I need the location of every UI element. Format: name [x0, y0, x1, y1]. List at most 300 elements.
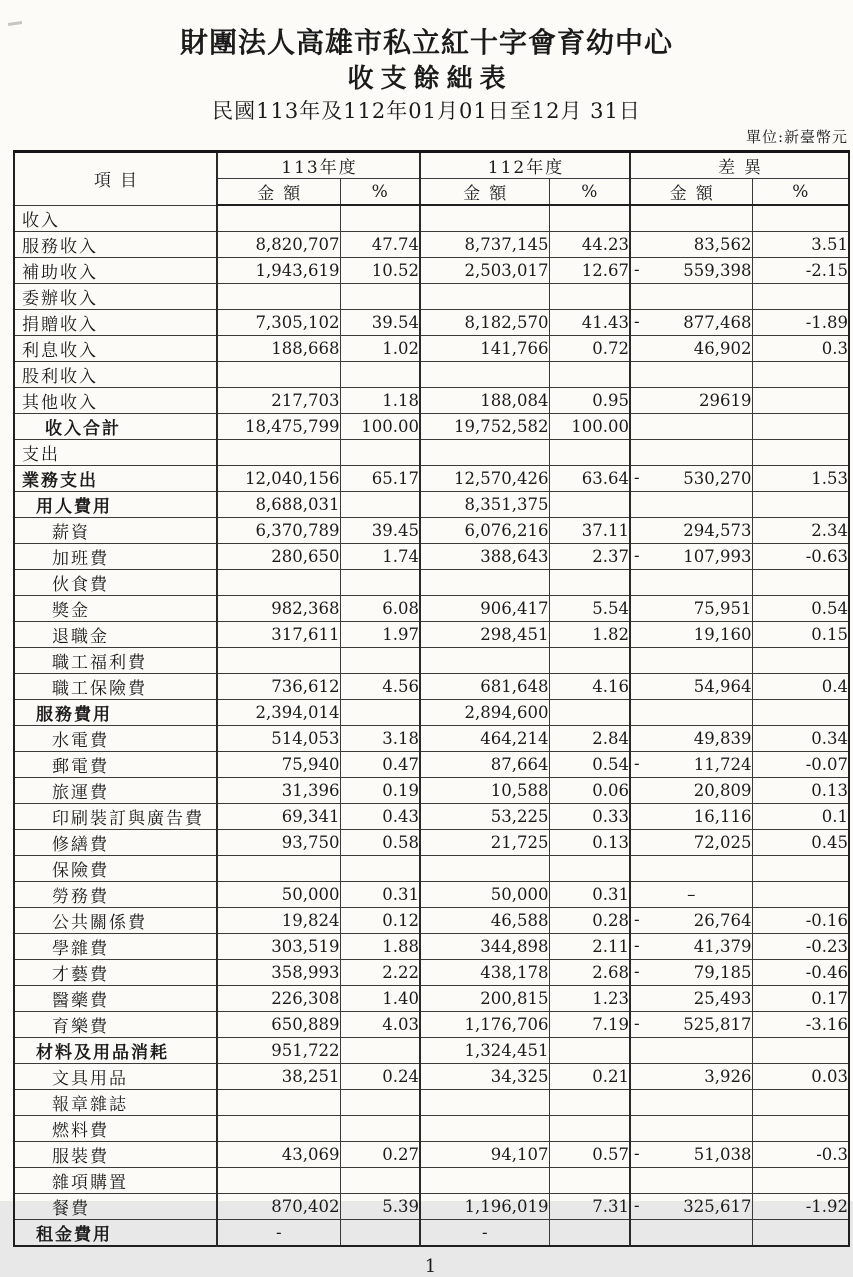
item-label: 報章雜誌 — [52, 1094, 128, 1115]
amount-112-cell — [420, 283, 549, 309]
pct-113-cell: 4.03 — [340, 1011, 420, 1037]
pct-112-cell: 2.68 — [549, 959, 630, 985]
item-label: 醫藥費 — [52, 990, 109, 1011]
amount-112-cell: 2,894,600 — [420, 699, 549, 725]
diff-amount-value: 29619 — [699, 390, 752, 410]
item-label: 修繕費 — [52, 834, 109, 855]
pct-113-cell — [340, 205, 420, 231]
amount-112-cell — [420, 855, 549, 881]
diff-pct-cell: -1.89 — [752, 309, 849, 335]
diff-amount-cell — [630, 751, 752, 777]
item-cell — [14, 985, 217, 1011]
report-title: 收支餘絀表 — [347, 64, 513, 94]
item-label: 服裝費 — [52, 1146, 109, 1167]
amount-113-cell: 8,820,707 — [217, 231, 340, 257]
diff-amount-cell — [630, 647, 752, 673]
table-row — [14, 413, 849, 439]
item-cell — [14, 283, 217, 309]
amount-112-cell: 6,076,216 — [420, 517, 549, 543]
item-label: 材料及用品消耗 — [36, 1042, 169, 1063]
diff-amount-cell — [630, 517, 752, 543]
diff-pct-cell: 0.34 — [752, 725, 849, 751]
org-title: 財團法人高雄市私立紅十字會育幼中心 — [179, 26, 673, 59]
amount-112-cell: 188,084 — [420, 387, 549, 413]
item-cell — [14, 413, 217, 439]
pct-113-cell: 0.19 — [340, 777, 420, 803]
amount-112-cell: 21,725 — [420, 829, 549, 855]
diff-amount-cell — [630, 1167, 752, 1193]
pct-112-cell: 0.95 — [549, 387, 630, 413]
item-cell — [14, 855, 217, 881]
amount-113-cell: 12,040,156 — [217, 465, 340, 491]
amount-113-cell: 951,722 — [217, 1037, 340, 1063]
diff-amount-value: 107,993 — [683, 546, 752, 566]
table-row — [14, 933, 849, 959]
item-cell — [14, 1141, 217, 1167]
diff-amount-cell — [630, 335, 752, 361]
pct-113-cell: 0.31 — [340, 881, 420, 907]
table-row — [14, 1037, 849, 1063]
amount-113-cell — [217, 283, 340, 309]
diff-pct-cell — [752, 1219, 849, 1246]
financial-table — [13, 150, 850, 1247]
item-cell — [14, 257, 217, 283]
item-label: 文具用品 — [52, 1068, 128, 1089]
table-row — [14, 491, 849, 517]
item-label: 捐贈收入 — [22, 314, 98, 335]
table-header — [14, 152, 849, 206]
item-label: 用人費用 — [36, 496, 112, 517]
diff-amount-value: 49,839 — [693, 728, 752, 748]
item-label: 公共關係費 — [52, 912, 147, 933]
item-cell — [14, 465, 217, 491]
negative-sign: - — [634, 1014, 640, 1034]
pct-113-cell — [340, 1037, 420, 1063]
amount-113-cell — [217, 361, 340, 387]
diff-amount-cell — [630, 933, 752, 959]
negative-sign: - — [634, 754, 640, 774]
item-cell — [14, 1063, 217, 1089]
diff-amount-value: 83,562 — [693, 234, 752, 254]
amount-113-cell: 50,000 — [217, 881, 340, 907]
pct-113-cell: 47.74 — [340, 231, 420, 257]
amount-113-cell: 6,370,789 — [217, 517, 340, 543]
item-label: 利息收入 — [22, 340, 98, 361]
negative-sign: - — [634, 546, 640, 566]
item-cell — [14, 1115, 217, 1141]
diff-pct-cell: -3.16 — [752, 1011, 849, 1037]
pct-112-cell: 0.21 — [549, 1063, 630, 1089]
item-label: 服務收入 — [22, 236, 98, 257]
pct-112-cell — [549, 1219, 630, 1246]
pct-112-cell: 0.06 — [549, 777, 630, 803]
negative-sign: - — [634, 468, 640, 488]
table-row — [14, 205, 849, 231]
amount-112-cell: 2,503,017 — [420, 257, 549, 283]
pct-112-cell — [549, 205, 630, 231]
amount-112-cell — [420, 361, 549, 387]
pct-113-cell — [340, 491, 420, 517]
diff-pct-cell: 0.45 — [752, 829, 849, 855]
table-body — [14, 205, 849, 1246]
pct-113-cell: 6.08 — [340, 595, 420, 621]
table-row — [14, 1063, 849, 1089]
pct-113-cell: 0.43 — [340, 803, 420, 829]
pct-113-cell — [340, 283, 420, 309]
negative-sign: - — [634, 312, 640, 332]
table-row — [14, 257, 849, 283]
table-row — [14, 725, 849, 751]
table-row — [14, 673, 849, 699]
amount-113-cell: - — [217, 1219, 340, 1246]
amount-112-cell: - — [420, 1219, 549, 1246]
report-period: 民國113年及112年01月01日至12月 31日 — [212, 99, 641, 123]
diff-pct-cell: 0.1 — [752, 803, 849, 829]
diff-amount-cell — [630, 829, 752, 855]
diff-amount-cell — [630, 205, 752, 231]
diff-amount-cell — [630, 1219, 752, 1246]
pct-112-cell: 44.23 — [549, 231, 630, 257]
item-cell — [14, 673, 217, 699]
item-cell — [14, 751, 217, 777]
table-row — [14, 1219, 849, 1246]
diff-amount-value: 11,724 — [693, 754, 752, 774]
item-label: 育樂費 — [52, 1016, 109, 1037]
pct-112-cell: 0.28 — [549, 907, 630, 933]
item-cell — [14, 933, 217, 959]
diff-amount-value: 877,468 — [683, 312, 752, 332]
amount-113-cell: 514,053 — [217, 725, 340, 751]
diff-amount-cell — [630, 959, 752, 985]
item-label: 獎金 — [52, 600, 90, 621]
amount-112-cell: 19,752,582 — [420, 413, 549, 439]
amount-113-cell: 2,394,014 — [217, 699, 340, 725]
item-label: 雜項購置 — [52, 1172, 128, 1193]
item-cell — [14, 725, 217, 751]
diff-pct-cell — [752, 647, 849, 673]
item-label: 補助收入 — [22, 262, 98, 283]
amount-112-cell: 87,664 — [420, 751, 549, 777]
pct-112-cell: 4.16 — [549, 673, 630, 699]
amount-112-cell: 681,648 — [420, 673, 549, 699]
page-number: 1 — [424, 1255, 437, 1277]
item-cell — [14, 1037, 217, 1063]
table-row — [14, 751, 849, 777]
item-label: 收入合計 — [45, 418, 121, 439]
pct-113-cell: 0.47 — [340, 751, 420, 777]
diff-pct-cell — [752, 439, 849, 465]
amount-113-cell: 31,396 — [217, 777, 340, 803]
item-label: 勞務費 — [52, 886, 109, 907]
item-cell — [14, 1219, 217, 1246]
diff-amount-cell — [630, 361, 752, 387]
diff-amount-cell — [630, 777, 752, 803]
amount-112-cell — [420, 439, 549, 465]
diff-pct-cell — [752, 1089, 849, 1115]
table-row — [14, 1011, 849, 1037]
diff-pct-cell — [752, 1115, 849, 1141]
table-row — [14, 569, 849, 595]
amount-113-cell — [217, 569, 340, 595]
pct-113-cell — [340, 1115, 420, 1141]
diff-amount-value: 75,951 — [693, 598, 752, 618]
diff-amount-cell — [630, 1063, 752, 1089]
diff-amount-value: 26,764 — [693, 910, 752, 930]
amount-112-cell: 388,643 — [420, 543, 549, 569]
header-item: 項目 — [14, 152, 217, 206]
item-cell — [14, 621, 217, 647]
table-row — [14, 803, 849, 829]
unit-label: 單位:新臺幣元 — [745, 128, 848, 146]
pct-112-cell — [549, 1167, 630, 1193]
diff-pct-cell: -2.15 — [752, 257, 849, 283]
pct-112-cell — [549, 569, 630, 595]
negative-sign: - — [634, 1196, 640, 1216]
pct-113-cell: 1.74 — [340, 543, 420, 569]
pct-113-cell: 3.18 — [340, 725, 420, 751]
pct-113-cell: 1.40 — [340, 985, 420, 1011]
diff-amount-cell — [630, 387, 752, 413]
table-row — [14, 595, 849, 621]
pct-112-cell: 2.37 — [549, 543, 630, 569]
pct-112-cell: 0.33 — [549, 803, 630, 829]
header-pct-113: % — [340, 179, 420, 206]
amount-112-cell — [420, 647, 549, 673]
diff-amount-value: 54,964 — [693, 676, 752, 696]
pct-112-cell: 0.31 — [549, 881, 630, 907]
item-cell — [14, 647, 217, 673]
item-cell — [14, 907, 217, 933]
item-cell — [14, 231, 217, 257]
item-cell — [14, 543, 217, 569]
diff-amount-value: 41,379 — [693, 936, 752, 956]
diff-amount-value: 46,902 — [693, 338, 752, 358]
amount-113-cell: 358,993 — [217, 959, 340, 985]
pct-112-cell — [549, 855, 630, 881]
pct-113-cell: 0.12 — [340, 907, 420, 933]
negative-sign: - — [634, 962, 640, 982]
pct-112-cell: 0.72 — [549, 335, 630, 361]
diff-amount-value: 79,185 — [693, 962, 752, 982]
table-row — [14, 439, 849, 465]
pct-113-cell — [340, 569, 420, 595]
pct-113-cell — [340, 699, 420, 725]
diff-amount-cell — [630, 413, 752, 439]
table-row — [14, 335, 849, 361]
diff-amount-value: 525,817 — [683, 1014, 752, 1034]
pct-112-cell — [549, 647, 630, 673]
pct-112-cell: 7.19 — [549, 1011, 630, 1037]
amount-112-cell — [420, 1167, 549, 1193]
table-row — [14, 855, 849, 881]
diff-pct-cell: -0.16 — [752, 907, 849, 933]
amount-112-cell: 46,588 — [420, 907, 549, 933]
diff-amount-cell — [630, 439, 752, 465]
amount-113-cell — [217, 855, 340, 881]
item-label: 餐費 — [52, 1198, 90, 1219]
amount-112-cell: 438,178 — [420, 959, 549, 985]
item-label: 印刷裝訂與廣告費 — [52, 808, 204, 829]
diff-amount-cell — [630, 725, 752, 751]
amount-113-cell: 736,612 — [217, 673, 340, 699]
item-label: 退職金 — [52, 626, 109, 647]
item-cell — [14, 205, 217, 231]
pct-113-cell: 0.58 — [340, 829, 420, 855]
diff-pct-cell — [752, 855, 849, 881]
table-row — [14, 387, 849, 413]
header-year-113: 113年度 — [217, 152, 420, 179]
pct-113-cell — [340, 1167, 420, 1193]
table-row — [14, 907, 849, 933]
amount-112-cell: 12,570,426 — [420, 465, 549, 491]
diff-pct-cell — [752, 569, 849, 595]
diff-pct-cell — [752, 361, 849, 387]
pct-113-cell — [340, 1089, 420, 1115]
pct-112-cell — [549, 1089, 630, 1115]
item-cell — [14, 517, 217, 543]
item-label: 委辦收入 — [22, 288, 98, 309]
item-cell — [14, 959, 217, 985]
table-row — [14, 283, 849, 309]
diff-amount-cell — [630, 855, 752, 881]
pct-112-cell — [549, 283, 630, 309]
pct-112-cell — [549, 361, 630, 387]
pct-112-cell: 7.31 — [549, 1193, 630, 1219]
diff-amount-cell: – — [630, 881, 752, 907]
amount-113-cell: 280,650 — [217, 543, 340, 569]
amount-113-cell — [217, 1115, 340, 1141]
item-cell — [14, 881, 217, 907]
diff-amount-value: 3,926 — [704, 1066, 752, 1086]
amount-113-cell: 93,750 — [217, 829, 340, 855]
pct-112-cell: 0.13 — [549, 829, 630, 855]
diff-amount-cell — [630, 985, 752, 1011]
pct-113-cell — [340, 647, 420, 673]
diff-pct-cell — [752, 283, 849, 309]
pct-112-cell — [549, 491, 630, 517]
pct-112-cell: 2.11 — [549, 933, 630, 959]
table-row — [14, 1115, 849, 1141]
diff-amount-value: 25,493 — [693, 988, 752, 1008]
diff-pct-cell — [752, 413, 849, 439]
amount-113-cell — [217, 205, 340, 231]
diff-pct-cell: 0.3 — [752, 335, 849, 361]
item-label: 職工福利費 — [52, 652, 147, 673]
header-pct-diff: % — [752, 179, 849, 206]
diff-amount-cell — [630, 309, 752, 335]
pct-112-cell — [549, 1115, 630, 1141]
pct-112-cell: 5.54 — [549, 595, 630, 621]
diff-pct-cell: 0.54 — [752, 595, 849, 621]
diff-pct-cell — [752, 491, 849, 517]
amount-113-cell: 226,308 — [217, 985, 340, 1011]
item-cell — [14, 777, 217, 803]
diff-pct-cell: -0.63 — [752, 543, 849, 569]
table-row — [14, 1089, 849, 1115]
pct-113-cell — [340, 855, 420, 881]
item-cell — [14, 803, 217, 829]
diff-pct-cell: 0.4 — [752, 673, 849, 699]
table-row — [14, 985, 849, 1011]
item-cell — [14, 1167, 217, 1193]
amount-112-cell: 298,451 — [420, 621, 549, 647]
diff-pct-cell — [752, 205, 849, 231]
item-label: 職工保險費 — [52, 678, 147, 699]
item-cell — [14, 699, 217, 725]
negative-sign: - — [634, 1144, 640, 1164]
pct-112-cell — [549, 439, 630, 465]
diff-amount-cell — [630, 621, 752, 647]
diff-pct-cell: 2.34 — [752, 517, 849, 543]
table-row — [14, 517, 849, 543]
pct-113-cell: 2.22 — [340, 959, 420, 985]
diff-amount-value: 72,025 — [693, 832, 752, 852]
diff-amount-cell — [630, 907, 752, 933]
diff-amount-cell — [630, 1037, 752, 1063]
pct-112-cell — [549, 699, 630, 725]
item-cell — [14, 309, 217, 335]
diff-amount-cell — [630, 595, 752, 621]
item-cell — [14, 387, 217, 413]
item-label: 旅運費 — [52, 782, 109, 803]
negative-sign: - — [634, 260, 640, 280]
diff-amount-cell — [630, 543, 752, 569]
amount-113-cell: 75,940 — [217, 751, 340, 777]
amount-112-cell: 50,000 — [420, 881, 549, 907]
diff-amount-cell — [630, 283, 752, 309]
diff-amount-cell — [630, 1089, 752, 1115]
amount-113-cell: 303,519 — [217, 933, 340, 959]
amount-112-cell: 8,737,145 — [420, 231, 549, 257]
diff-pct-cell: 0.15 — [752, 621, 849, 647]
diff-amount-cell — [630, 491, 752, 517]
table-row — [14, 309, 849, 335]
table-row — [14, 543, 849, 569]
pct-112-cell: 1.82 — [549, 621, 630, 647]
table-row — [14, 1193, 849, 1219]
amount-112-cell — [420, 1115, 549, 1141]
pct-113-cell: 1.88 — [340, 933, 420, 959]
pct-112-cell — [549, 1037, 630, 1063]
diff-pct-cell — [752, 1037, 849, 1063]
diff-amount-cell — [630, 1141, 752, 1167]
table-row — [14, 361, 849, 387]
item-label: 股利收入 — [22, 366, 98, 387]
pct-113-cell: 39.45 — [340, 517, 420, 543]
item-cell — [14, 1011, 217, 1037]
amount-112-cell: 464,214 — [420, 725, 549, 751]
diff-amount-value: 559,398 — [683, 260, 752, 280]
pct-113-cell: 5.39 — [340, 1193, 420, 1219]
diff-pct-cell: 3.51 — [752, 231, 849, 257]
pct-113-cell: 4.56 — [340, 673, 420, 699]
amount-113-cell: 188,668 — [217, 335, 340, 361]
amount-112-cell: 906,417 — [420, 595, 549, 621]
diff-amount-cell — [630, 465, 752, 491]
pct-113-cell — [340, 1219, 420, 1246]
amount-113-cell — [217, 439, 340, 465]
item-label: 其他收入 — [22, 392, 98, 413]
table-row — [14, 231, 849, 257]
table-row — [14, 1167, 849, 1193]
diff-amount-cell — [630, 257, 752, 283]
pct-113-cell — [340, 439, 420, 465]
amount-113-cell: 8,688,031 — [217, 491, 340, 517]
pct-113-cell: 0.24 — [340, 1063, 420, 1089]
pct-113-cell: 65.17 — [340, 465, 420, 491]
item-cell — [14, 491, 217, 517]
item-label: 伙食費 — [52, 574, 109, 595]
